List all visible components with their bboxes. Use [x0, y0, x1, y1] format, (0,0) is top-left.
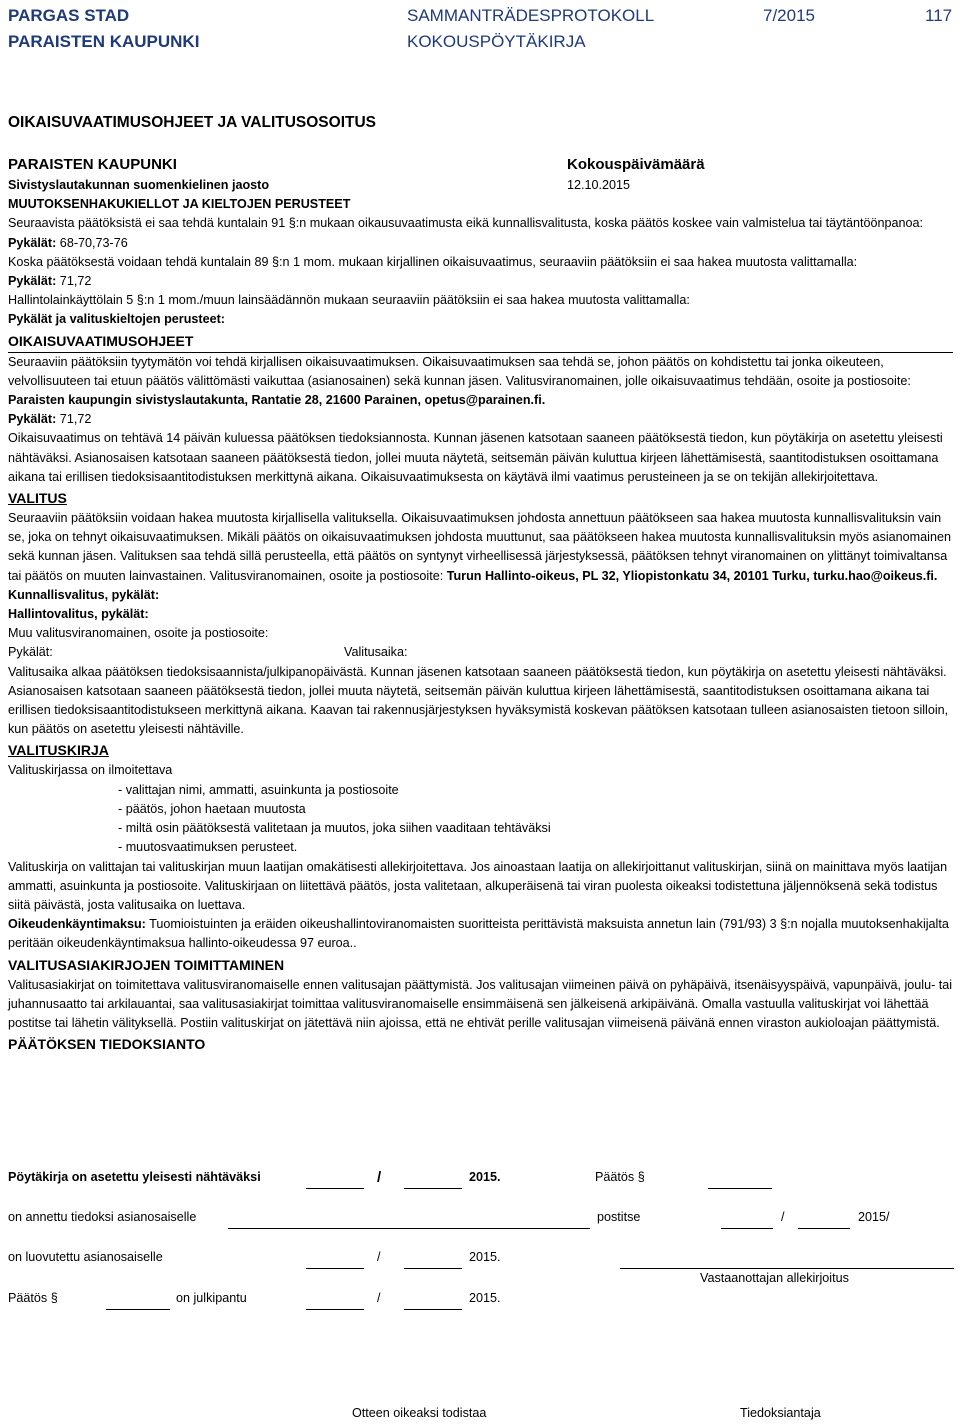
- paragraph: [8, 272, 953, 291]
- signature-label: Vastaanottajan allekirjoitus: [700, 1271, 849, 1285]
- body-row: [8, 176, 953, 195]
- label: Pykälät:: [8, 274, 57, 289]
- section-heading-appeal-letter: VALITUSKIRJA: [8, 742, 109, 759]
- paragraph: [8, 234, 953, 253]
- form-line[interactable]: [228, 1228, 590, 1229]
- list: [8, 781, 953, 858]
- section-heading-notification: PÄÄTÖKSEN TIEDOKSIANTO: [8, 1036, 206, 1053]
- label: Oikeudenkäyntimaksu:: [8, 917, 146, 932]
- list-item: - päätös, johon haetaan muutosta: [118, 801, 306, 816]
- paragraph: Pykälät ja valituskieltojen perusteet:: [8, 312, 225, 327]
- form-line[interactable]: [404, 1309, 462, 1310]
- form-slash: /: [781, 1210, 785, 1224]
- label: Pykälät:: [8, 412, 57, 427]
- form-label: Pöytäkirja on asetettu yleisesti nähtäväksi: [8, 1170, 261, 1184]
- form-line[interactable]: [721, 1228, 773, 1229]
- label: Valitusaika:: [344, 645, 408, 660]
- header-doctype: [407, 3, 654, 55]
- document-body: [8, 112, 953, 1055]
- paragraph: Oikaisuvaatimus on tehtävä 14 päivän kuluessa päätöksen tiedoksiannosta. Kunnan jäsenen katsotaan saaneen päätöksestä tiedon, kun pöytäkirja on asetettu yleisesti nähtäväksi. Asianosaisen katsotaan saaneen päätöksestä tiedon, jollei muuta näytetä, seitsemän päivän kuluttua kirjeen lähettämisestä, saantitodistuksen osoittamana aikana tai erillisen tiedoksisaantitodistuksen merkittynä aikana. Oikaisuvaatimuksesta on käytävä ilmi vaatimus perusteineen ja se on tekijän allekirjoitettava.: [8, 431, 943, 484]
- form-label: on julkipantu: [176, 1291, 247, 1305]
- form-slash: /: [377, 1169, 382, 1186]
- address: Paraisten kaupungin sivistyslautakunta, Rantatie 28, 21600 Parainen, opetus@parainen.fi.: [8, 393, 546, 408]
- certified-label: Otteen oikeaksi todistaa: [352, 1406, 487, 1420]
- page-number: 117: [925, 6, 953, 25]
- text: Seuraaviin päätöksiin voidaan hakea muutosta kirjallisella valituksella. Oikaisuvaatimuksen johdosta annettuun päätökseen saa hakea muutosta kunnallisvalituksin vain se, joka on tehnyt oikaisuvaatimuksen. Mikäli päätös on oikaisuvaatimuksen johdosta muuttunut, saa päätökseen hakea muutosta kunnallisvalituksin myös asianomainen sekä kunnan jäsen. Valituksen saa tehdä sillä perusteella, että päätös on syntynyt virheellisessä järjestyksessä, päätöksen tehnyt viranomainen on ylittänyt toimivaltansa tai päätös on muuten lainvastainen. Valitusviranomainen, osoite ja postiosoite:: [8, 511, 951, 583]
- notifier-label: Tiedoksiantaja: [740, 1406, 821, 1420]
- form-year: 2015.: [469, 1170, 501, 1184]
- paragraph: Valituskirjassa on ilmoitettava: [8, 763, 173, 778]
- list-item: - muutosvaatimuksen perusteet.: [118, 840, 298, 855]
- form-label: Päätös §: [595, 1170, 645, 1184]
- issue-number: 7/2015: [763, 6, 815, 25]
- document-title: OIKAISUVAATIMUSOHJEET JA VALITUSOSOITUS: [8, 114, 377, 131]
- form-line[interactable]: [106, 1309, 170, 1310]
- paragraph: [8, 353, 953, 411]
- signature-line[interactable]: [620, 1268, 954, 1269]
- label: Kunnallisvalitus, pykälät:: [8, 587, 160, 602]
- value: 68-70,73-76: [56, 235, 128, 250]
- form-year: 2015.: [469, 1291, 501, 1305]
- label: Pykälät:: [8, 645, 53, 660]
- org-finnish: PARAISTEN KAUPUNKI: [8, 32, 200, 51]
- form-year: 2015.: [469, 1250, 501, 1264]
- form-slash: /: [377, 1291, 381, 1305]
- org-row: [8, 154, 953, 176]
- org-swedish: PARGAS STAD: [8, 6, 130, 25]
- org-name: PARAISTEN KAUPUNKI: [8, 156, 177, 173]
- paragraph: [8, 410, 953, 429]
- form-label: on luovutettu asianosaiselle: [8, 1250, 163, 1264]
- form-slash: /: [377, 1250, 381, 1264]
- body-name: Sivistyslautakunnan suomenkielinen jaosto: [8, 178, 270, 192]
- address: Turun Hallinto-oikeus, PL 32, Yliopistonkatu 34, 20101 Turku, turku.hao@oikeus.fi.: [446, 568, 938, 583]
- row: [8, 643, 953, 662]
- paragraph: Hallintolainkäyttölain 5 §:n 1 mom./muun lainsäädännön mukaan seuraaviin päätöksiin ei saa hakea muutosta valittamalla:: [8, 293, 690, 308]
- paragraph: Koska päätöksestä voidaan tehdä kuntalain 89 §:n 1 mom. mukaan kirjallinen oikaisuvaatimus, seuraaviin päätöksiin ei saa hakea muutosta valittamalla:: [8, 254, 858, 269]
- form-line[interactable]: [404, 1188, 462, 1189]
- form-line[interactable]: [306, 1309, 364, 1310]
- paragraph: [8, 915, 953, 953]
- value: 71,72: [56, 274, 92, 289]
- form-label: on annettu tiedoksi asianosaiselle: [8, 1210, 197, 1224]
- label: Muu valitusviranomainen, osoite ja postiosoite:: [8, 626, 269, 641]
- form-line[interactable]: [306, 1188, 364, 1189]
- paragraph: Valitusasiakirjat on toimitettava valitusviranomaiselle ennen valitusajan päättymistä. Jos valitusajan viimeinen päivä on pyhäpäivä, itsenäisyyspäivä, vapunpäivä, joulu- tai juhannusaatto tai arkilauantai, saa valitusasiakirjat toimittaa valitusviranomaiselle ensimmäisenä sen jälkeisenä arkipäivänä. Omalla vastuulla valituskirjat voi lähettää postitse tai lähetin välityksellä. Postiin valituskirjat on jätettävä niin ajoissa, että ne ehtivät perille valitusajan viimeisenä päivänä ennen viraston aukioloajan päättymistä.: [8, 977, 953, 1030]
- label: Pykälät:: [8, 235, 57, 250]
- section-heading-delivery: VALITUSASIAKIRJOJEN TOIMITTAMINEN: [8, 956, 285, 973]
- paragraph: [8, 509, 953, 586]
- form-year: 2015/: [858, 1210, 890, 1224]
- header-org: [8, 3, 199, 55]
- doctype-finnish: KOKOUSPÖYTÄKIRJA: [407, 32, 586, 51]
- form-line[interactable]: [306, 1268, 364, 1269]
- text: Seuraaviin päätöksiin tyytymätön voi tehdä kirjallisen oikaisuvaatimuksen. Oikaisuvaatimuksen saa tehdä se, johon päätös on kohdistettu tai jonka oikeuteen, velvollisuuteen tai etuun päätös välittömästi vaikuttaa (asianosainen) sekä kunnan jäsen. Valitusviranomainen, jolle oikaisuvaatimus tehdään, osoite ja postiosoite:: [8, 354, 911, 388]
- section-heading-rectification: OIKAISUVAATIMUSOHJEET: [8, 330, 953, 353]
- list-item: - miltä osin päätöksestä valitetaan ja muutos, joka siihen vaaditaan tehtäväksi: [118, 821, 551, 836]
- meeting-date: 12.10.2015: [567, 178, 631, 192]
- form-label: postitse: [597, 1210, 641, 1224]
- form-line[interactable]: [798, 1228, 850, 1229]
- form-line[interactable]: [404, 1268, 462, 1269]
- paragraph: Valituskirja on valittajan tai valituskirjan muun laatijan omakätisesti allekirjoitettava. Jos ainoastaan laatija on allekirjoittanut valituskirjan, siinä on mainittava myös laatijan ammatti, asuinkunta ja postiosoite. Valituskirjaan on liitettävä päätös, josta valitetaan, alkuperäisenä tai viran puolesta oikeaksi todistettuna jäljennöksenä sekä todistus siitä päivästä, josta valitusaika on luettava.: [8, 859, 948, 912]
- paragraph: Valitusaika alkaa päätöksen tiedoksisaannista/julkipanopäivästä. Kunnan jäsenen katsotaan saaneen päätöksestä tiedon, kun pöytäkirja on asetettu yleisesti nähtäväksi. Asianosaisen katsotaan saaneen päätöksestä tiedon, jollei muuta näytetä, seitsemän päivän kuluttua kirjeen lähettämisestä, saantitodistuksen osoittamana aikana tai erillisen tiedoksisaantitodistukseen merkittynä aikana. Kaavan tai rakennusjärjestyksen hyväksymistä koskevan päätöksen katsotaan tulleen asianosaisten tietoon silloin, kun päätös on asetettu yleisesti nähtäville.: [8, 664, 949, 737]
- section-heading-restrictions: MUUTOKSENHAKUKIELLOT JA KIELTOJEN PERUSTEET: [8, 197, 351, 212]
- label: Hallintovalitus, pykälät:: [8, 607, 149, 622]
- form-label: Päätös §: [8, 1291, 58, 1305]
- meeting-date-label: Kokouspäivämäärä: [567, 156, 705, 173]
- value: 71,72: [56, 412, 92, 427]
- list-item: - valittajan nimi, ammatti, asuinkunta ja postiosoite: [118, 782, 399, 797]
- text: Tuomioistuinten ja eräiden oikeushallintoviranomaisten suoritteista perittävistä maksuista annetun lain (791/93) 3 §:n nojalla muutoksenhakijalta peritään oikeudenkäyntimaksua hallinto-oikeudessa 97 euroa..: [8, 917, 949, 951]
- form-line[interactable]: [708, 1188, 772, 1189]
- paragraph: Seuraavista päätöksistä ei saa tehdä kuntalain 91 §:n mukaan oikausuvaatimusta eikä kunnallisvalitusta, koska päätös koskee vain valmistelua tai täytäntöönpanoa:: [8, 216, 924, 231]
- section-heading-appeal: VALITUS: [8, 490, 67, 507]
- doctype-swedish: SAMMANTRÄDESPROTOKOLL: [407, 6, 655, 25]
